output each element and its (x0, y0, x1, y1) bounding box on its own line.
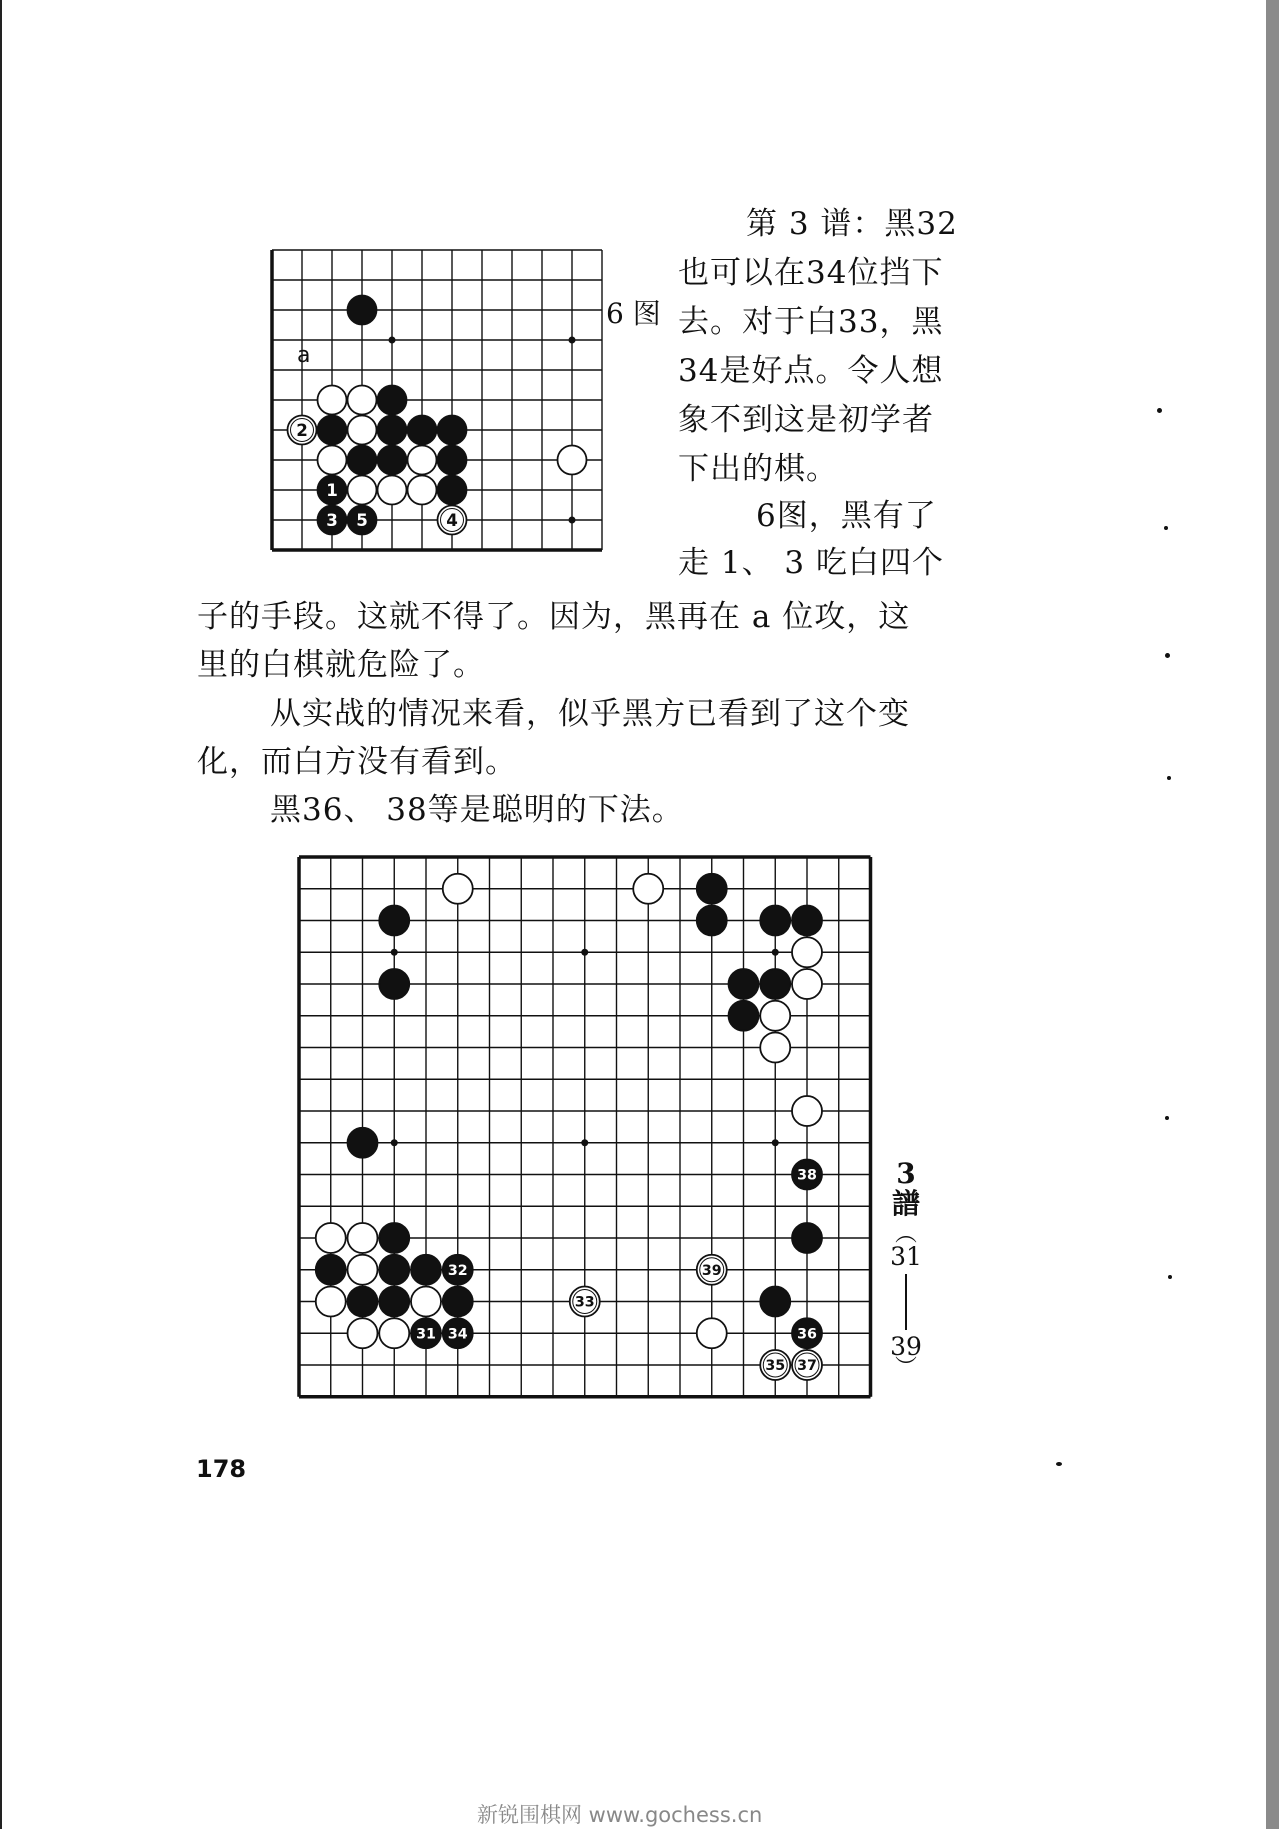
marker-a: a (297, 343, 311, 368)
white-stone-4 (438, 506, 467, 535)
diagram-6-caption: 6 图 (606, 297, 661, 330)
white-stone-37 (792, 1350, 822, 1380)
black-stone-31 (411, 1318, 441, 1348)
black-stone (760, 1287, 790, 1317)
hoshi-point (772, 949, 779, 956)
black-stone (438, 446, 467, 475)
white-stone (379, 1318, 409, 1348)
white-stone (348, 1318, 378, 1348)
black-stone (378, 416, 407, 445)
black-stone-3 (318, 506, 347, 535)
caption-number: 3 (896, 1157, 916, 1190)
scan-speck (1168, 1275, 1172, 1279)
stone-label: 37 (797, 1358, 817, 1375)
stone-label: 3 (326, 511, 338, 531)
black-stone (697, 906, 727, 936)
black-stone (379, 1287, 409, 1317)
white-stone (348, 386, 377, 415)
stone-label: 4 (446, 511, 458, 531)
black-stone-36 (792, 1318, 822, 1348)
page-number: 178 (196, 1455, 247, 1483)
white-stone (318, 386, 347, 415)
black-stone (378, 386, 407, 415)
black-stone-5 (348, 506, 377, 535)
go-diagram-6 (252, 240, 622, 585)
text-line-2: 也可以在34位挡下 (678, 255, 944, 291)
black-stone (408, 416, 437, 445)
stone-label: 35 (765, 1358, 786, 1375)
stone-label: 32 (447, 1262, 468, 1279)
white-stone (792, 1096, 822, 1126)
stone-label: 39 (701, 1262, 722, 1279)
text-line-9: 子的手段。这就不得了。因为，黑再在 a 位攻，这 (197, 599, 911, 635)
black-stone (348, 1287, 378, 1317)
scan-speck (1165, 653, 1170, 658)
scan-speck (1167, 776, 1171, 780)
black-stone (348, 296, 377, 325)
text-line-7: 6图，黑有了 (756, 498, 937, 534)
stone-label: 31 (416, 1326, 436, 1343)
black-stone (792, 1223, 822, 1253)
white-stone (318, 446, 347, 475)
white-stone-2 (288, 416, 317, 445)
black-stone-38 (792, 1160, 822, 1190)
white-stone (348, 1255, 378, 1285)
hoshi-point (581, 949, 588, 956)
stone-label: 38 (797, 1167, 817, 1184)
white-stone (408, 476, 437, 505)
black-stone (411, 1255, 441, 1285)
text-line-10: 里的白棋就危险了。 (197, 647, 485, 683)
text-line-4: 34是好点。令人想 (678, 353, 944, 389)
white-stone (316, 1223, 346, 1253)
black-stone (438, 416, 467, 445)
white-stone (348, 416, 377, 445)
white-stone (408, 446, 437, 475)
white-stone (792, 937, 822, 967)
white-stone (348, 1223, 378, 1253)
black-stone-32 (443, 1255, 473, 1285)
text-line-11: 从实战的情况来看，似乎黑方已看到了这个变 (270, 696, 910, 732)
black-stone (697, 874, 727, 904)
scan-speck (1056, 1462, 1062, 1466)
white-stone (558, 446, 587, 475)
black-stone-1 (318, 476, 347, 505)
stone-label: 2 (296, 421, 308, 441)
range-start: 31 (890, 1242, 922, 1271)
scrollbar[interactable] (1266, 0, 1279, 1829)
stone-label: 34 (447, 1326, 468, 1343)
black-stone (379, 1255, 409, 1285)
white-stone (316, 1287, 346, 1317)
paren-open: ︵ (894, 1222, 917, 1247)
scan-speck (1164, 526, 1168, 530)
stone-label: 5 (356, 511, 368, 531)
hoshi-point (391, 1139, 398, 1146)
hoshi-point (569, 517, 576, 524)
white-stone (348, 476, 377, 505)
go-diagram-3 (292, 845, 877, 1420)
black-stone-34 (443, 1318, 473, 1348)
paren-close: ︶ (894, 1356, 917, 1381)
black-stone (379, 1223, 409, 1253)
black-stone (443, 1287, 473, 1317)
text-line-5: 象不到这是初学者 (678, 402, 934, 438)
black-stone (318, 416, 347, 445)
diagram-3-caption (886, 1157, 926, 1381)
text-line-13: 黑36、 38等是聪明的下法。 (270, 792, 684, 828)
text-line-3: 去。对于白33，黑 (678, 304, 944, 340)
white-stone (443, 874, 473, 904)
white-stone (411, 1287, 441, 1317)
white-stone (760, 1001, 790, 1031)
black-stone (316, 1255, 346, 1285)
white-stone-39 (697, 1255, 727, 1285)
white-stone (760, 1033, 790, 1063)
hoshi-point (389, 337, 396, 344)
white-stone-35 (760, 1350, 790, 1380)
black-stone (792, 906, 822, 936)
black-stone (348, 1128, 378, 1158)
white-stone (792, 969, 822, 999)
black-stone (378, 446, 407, 475)
white-stone (378, 476, 407, 505)
black-stone (760, 906, 790, 936)
white-stone-33 (570, 1287, 600, 1317)
stone-label: 1 (326, 481, 338, 501)
black-stone (379, 969, 409, 999)
text-line-12: 化，而白方没有看到。 (197, 744, 517, 780)
watermark: 新锐围棋网 www.gochess.cn (477, 1803, 763, 1827)
hoshi-point (391, 949, 398, 956)
black-stone (348, 446, 377, 475)
black-stone (438, 476, 467, 505)
range-end: 39 (890, 1332, 922, 1361)
hoshi-point (772, 1139, 779, 1146)
text-line-1: 第 3 谱：黑32 (746, 206, 958, 242)
scan-speck (1165, 1116, 1169, 1120)
hoshi-point (569, 337, 576, 344)
stone-label: 36 (797, 1326, 817, 1343)
text-line-8: 走 1、 3 吃白四个 (678, 545, 945, 581)
white-stone (697, 1318, 727, 1348)
stone-label: 33 (574, 1294, 595, 1311)
hoshi-point (581, 1139, 588, 1146)
range-bar (905, 1274, 907, 1330)
black-stone (379, 906, 409, 936)
black-stone (729, 969, 759, 999)
scan-speck (1157, 408, 1162, 413)
white-stone (633, 874, 663, 904)
black-stone (729, 1001, 759, 1031)
caption-pu: 譜 (891, 1187, 920, 1220)
text-line-6: 下出的棋。 (678, 451, 838, 487)
black-stone (760, 969, 790, 999)
